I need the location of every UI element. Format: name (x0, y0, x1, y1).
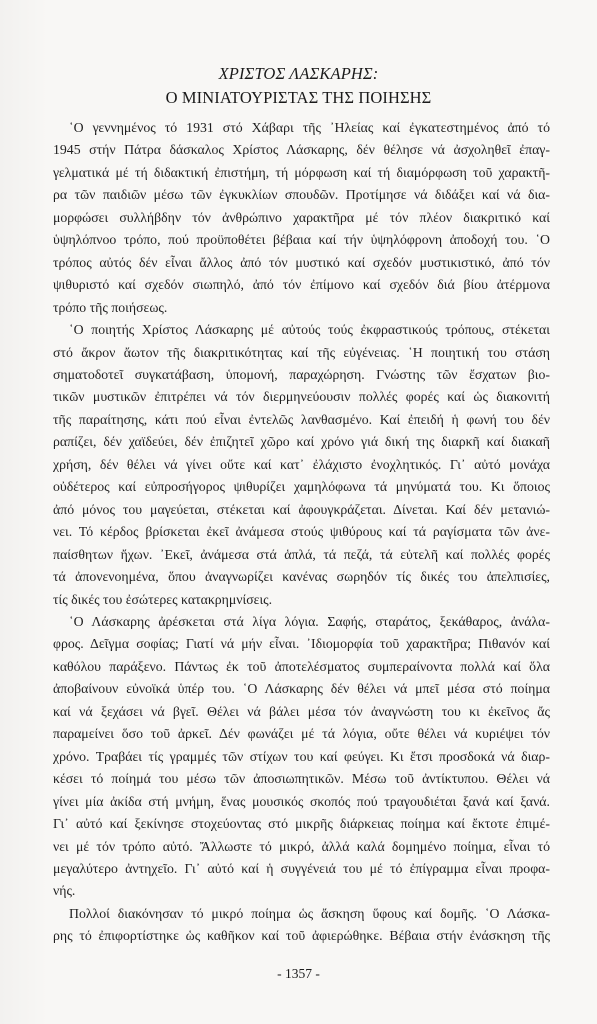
paragraph-1 (53, 117, 550, 319)
text-line: μορφώσει συλλήβδην τόν ἀνθρώπινο χαρακτῆρα μέ τόν πλέον διακριτικό καί (53, 209, 550, 225)
text-line: ρα τῶν παιδιῶν μέσω τῶν ἐγκυκλίων σπουδῶν. Προτίμησε νά διδάξει καί νά δια- (53, 187, 550, 203)
body-text (53, 117, 550, 948)
text-line: 1945 στήν Πάτρα δάσκαλος Χρίστος Λάσκαρης, δέν θέλησε νά ἀσχοληθεῖ ἐπαγ- (53, 142, 550, 158)
text-line: κέσει τό ποίημά του μέσω τῶν ἀποσιωπητικῶν. Μέσω τοῦ ἀντίκτυπου. Θέλει νά (53, 771, 550, 787)
text-line: φρος. Δεῖγμα σοφίας; Γιατί νά μήν εἶναι. ᾽Ιδιομορφία τοῦ χαρακτῆρα; Πιθανόν καί (53, 636, 550, 652)
text-line: τικῶν μυστικῶν ἐπιτρέπει νά τόν διερμηνεύουσιν πολλές φορές καί ὡς διακονιτή (53, 389, 550, 405)
text-line: ῾Ο ποιητής Χρίστος Λάσκαρης μέ αὐτούς τούς ἐκφραστικούς τρόπους, στέκεται (69, 322, 550, 338)
text-line: καί νά ξεχάσει νά βγεῖ. Θέλει νά βάλει μέσα τόν ἀναγνώστη του κι ἐκεῖνος ἄς (53, 703, 550, 719)
text-line: οὐδέτερος καί εὐπροσήγορος ψιθυρίζει χαμηλόφωνα τά μηνύματά του. Κι ὅποιος (53, 479, 550, 495)
text-line: σηματοδοτεῖ συγκατάβαση, ὑπομονή, παραχώρηση. Γνώστης τῶν ἔσχατων βιο- (53, 366, 550, 382)
text-line: τίς δικές του ἐσώτερες κατακρημνίσεις. (53, 591, 273, 607)
title-author: ΧΡΙΣΤΟΣ ΛΑΣΚΑΡΗΣ: (218, 64, 379, 83)
paragraph-4 (53, 903, 550, 948)
text-line: τρόπος αὐτός δέν εἶναι ἄλλος ἀπό τόν μυστικό καί σχεδόν μυστικιστικό, ἀπό τόν (53, 254, 550, 270)
text-line: ὑψηλόπνοο τρόπο, πού προϋποθέτει βέβαια καί τήν ὑψηλόφρονη ἀποδοχή του. ῾Ο (53, 232, 550, 248)
text-line: νής. (53, 883, 76, 899)
text-line: νει. Τό κέρδος βρίσκεται ἐκεῖ ἀνάμεσα στούς ψιθύρους καί τά ραγίσματα τῶν ἀνε- (53, 524, 550, 540)
paragraph-3 (53, 611, 550, 903)
text-line: χρόνο. Τραβάει τίς γραμμές τῶν στίχων του καί φεύγει. Κι ἔτσι προσδοκά νά διαρ- (53, 748, 550, 764)
text-line: τά ἀπονενοημένα, ὅπου ἀναγνωρίζει κανένας σωρηδόν τίς δικές του ἀπελπισίες, (53, 569, 550, 585)
text-line: νει μέ τόν τρόπο αὐτό. Ἄλλωστε τό μικρό, ἀλλά καλά δομημένο ποίημα, εἶναι τό (53, 838, 550, 854)
text-line: στό ἄκρον ἄωτον τῆς διακριτικότητας καί τῆς εὐγένειας. ῾Η ποιητική του στάση (53, 344, 550, 360)
text-line: ραπίζει, δέν χαϊδεύει, δέν ἐπιζητεῖ χῶρο καί χρόνο γιά δική της διαρκῆ καί διακαῆ (53, 434, 550, 450)
text-line: ῾Ο γεννημένος τό 1931 στό Χάβαρι τῆς ᾽Ηλείας καί ἐγκατεστημένος ἀπό τό (69, 120, 550, 135)
page-number: - 1357 - (277, 966, 320, 981)
text-line: Γι᾽ αὐτό καί ξεκίνησε στοχεύοντας στό μικρῆς διάρκειας ποίημα καί ἔκτοτε ἐπιμέ- (53, 816, 550, 832)
text-line: τρόπο τῆς ποιήσεως. (53, 299, 168, 315)
text-line: χρήση, δέν θέλει νά γίνει οὔτε καί κατ᾽ ἐλάχιστο ἐνοχλητικός. Γι᾽ αὐτό μονάχα (53, 456, 550, 472)
text-line: ῾Ο Λάσκαρης ἀρέσκεται στά λίγα λόγια. Σαφής, σταράτος, ξεκάθαρος, ἀνάλα- (69, 613, 550, 629)
text-line: ἀπό μόνος του μαγεύεται, στέκεται καί ἀφουγκράζεται. Δίνεται. Καί δέν μετανιώ- (53, 501, 550, 517)
text-line: γελματικά μέ τή διδακτική ἐπιστήμη, τή μόρφωση καί τή διαμόρφωση τοῦ χαρακτῆ- (53, 164, 550, 180)
text-line: παίσθητων ἤχων. ᾽Εκεῖ, ἀνάμεσα στά ἁπλά, τά πεζά, τά εὐτελῆ καί πολλές φορές (53, 546, 550, 562)
text-line: ἀποβαίνουν εὐνοϊκά ὑπέρ του. ῾Ο Λάσκαρης δέν θέλει νά μπεῖ μέσα στό ποίημα (53, 681, 550, 697)
text-line: παραμείνει ὅσο τοῦ ἀρκεῖ. Δέν φωνάζει μέ τά λόγια, οὔτε θέλει νά κυριέψει τόν (53, 726, 550, 742)
paragraph-2 (53, 319, 550, 611)
text-line: Πολλοί διακόνησαν τό μικρό ποίημα ὡς ἄσκηση ὕφους καί δομῆς. ῾Ο Λάσκα- (69, 905, 550, 921)
title-subtitle: Ο ΜΙΝΙΑΤΟΥΡΙΣΤΑΣ ΤΗΣ ΠΟΙΗΣΗΣ (165, 88, 432, 107)
text-line: γίνει μία ἀκίδα στή μνήμη, ἕνας μουσικός σκοπός πού τραγουδιέται ξανά καί ξανά. (53, 793, 550, 809)
text-line: ψιθυριστό καί σχεδόν σιωπηλό, ἀπό τόν ἐπίμονο καί σχεδόν διά βίου ἀτέρμονα (53, 277, 550, 293)
text-line: μεγαλύτερο ἀντηχεῖο. Γι᾽ αὐτό καί ἡ συγγένειά του μέ τό ἐπίγραμμα εἶναι προφα- (53, 860, 550, 876)
article-title (0, 62, 597, 110)
text-line: τῆς παραίτησης, κάτι πού εἶναι ἐντελῶς λανθασμένο. Καί ἐπειδή ἡ φωνή του δέν (53, 411, 550, 427)
text-line: ρης τό ἐπιφορτίστηκε ὡς καθῆκον καί τοῦ ἀφιερώθηκε. Βέβαια στήν ἐνάσκηση τῆς (53, 928, 550, 944)
text-line: καθόλου παράξενο. Πάντως ἐκ τοῦ ἀποτελέσματος συμπεραίνοντα πολλά καί ὅλα (53, 658, 550, 674)
